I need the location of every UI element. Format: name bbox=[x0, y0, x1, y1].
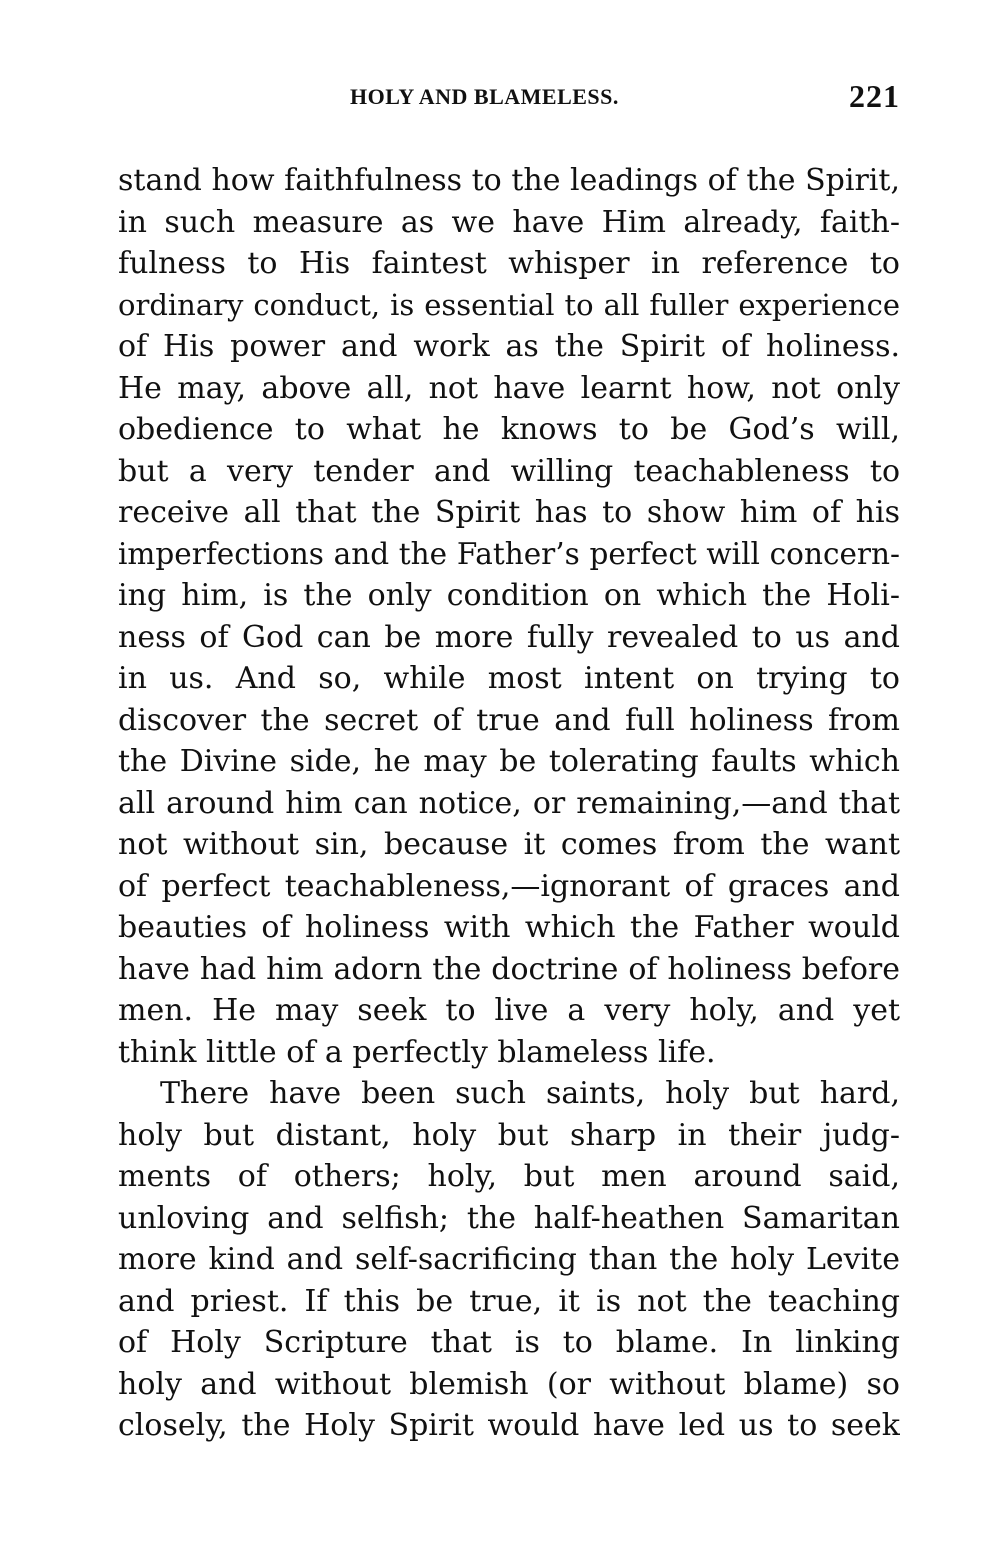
text-line: the Divine side, he may be tolerating faults which bbox=[118, 744, 900, 779]
text-line: have had him adorn the doctrine of holiness before bbox=[118, 951, 900, 987]
text-line: fulness to His faintest whisper in reference to bbox=[118, 246, 900, 281]
running-header bbox=[118, 78, 900, 118]
text-line: There have been such saints, holy but hard, bbox=[160, 1076, 900, 1111]
text-line: in us. And so, while most intent on trying to bbox=[118, 661, 900, 696]
paragraph-1 bbox=[118, 160, 900, 1073]
text-line: ness of God can be more fully revealed to us and bbox=[118, 619, 900, 655]
text-line: stand how faithfulness to the leadings of the Spirit, bbox=[118, 163, 900, 198]
text-line: imperfections and the Father’s perfect will concern- bbox=[118, 536, 900, 571]
text-line: beauties of holiness with which the Father would bbox=[118, 910, 900, 945]
text-line: obedience to what he knows to be God’s will, bbox=[118, 412, 900, 447]
text-line: ments of others; holy, but men around said, bbox=[118, 1159, 900, 1194]
text-line: all around him can notice, or remaining,—and that bbox=[118, 785, 900, 821]
text-line: holy and without blemish (or without blame) so bbox=[118, 1366, 900, 1402]
text-line: closely, the Holy Spirit would have led us to seek bbox=[118, 1408, 900, 1443]
text-line: men. He may seek to live a very holy, and yet bbox=[118, 993, 900, 1028]
text-line: not without sin, because it comes from the want bbox=[118, 827, 900, 862]
text-line: but a very tender and willing teachableness to bbox=[118, 453, 900, 489]
body-text bbox=[118, 160, 900, 1447]
text-line: of His power and work as the Spirit of holiness. bbox=[118, 329, 900, 364]
text-line: ing him, is the only condition on which the Holi- bbox=[118, 578, 900, 613]
text-line: in such measure as we have Him already, faith- bbox=[118, 204, 900, 240]
text-line: ordinary conduct, is essential to all fuller experience bbox=[118, 287, 900, 322]
paragraph-2 bbox=[118, 1073, 900, 1447]
text-line: unloving and selfish; the half-heathen Samaritan bbox=[118, 1200, 900, 1236]
text-line: discover the secret of true and full holiness from bbox=[118, 702, 900, 738]
text-line: more kind and self-sacrificing than the holy Levite bbox=[118, 1242, 900, 1277]
text-line: receive all that the Spirit has to show him of his bbox=[118, 495, 900, 530]
page-number: 221 bbox=[849, 78, 900, 114]
text-line: and priest. If this be true, it is not the teaching bbox=[118, 1283, 900, 1319]
text-line: He may, above all, not have learnt how, not only bbox=[118, 370, 900, 406]
text-line: holy but distant, holy but sharp in their judg- bbox=[118, 1117, 900, 1153]
text-line: of perfect teachableness,—ignorant of graces and bbox=[118, 868, 900, 904]
text-line: of Holy Scripture that is to blame. In linking bbox=[118, 1325, 900, 1360]
running-title: HOLY AND BLAMELESS. bbox=[350, 84, 619, 109]
text-line: think little of a perfectly blameless life. bbox=[118, 1034, 716, 1070]
